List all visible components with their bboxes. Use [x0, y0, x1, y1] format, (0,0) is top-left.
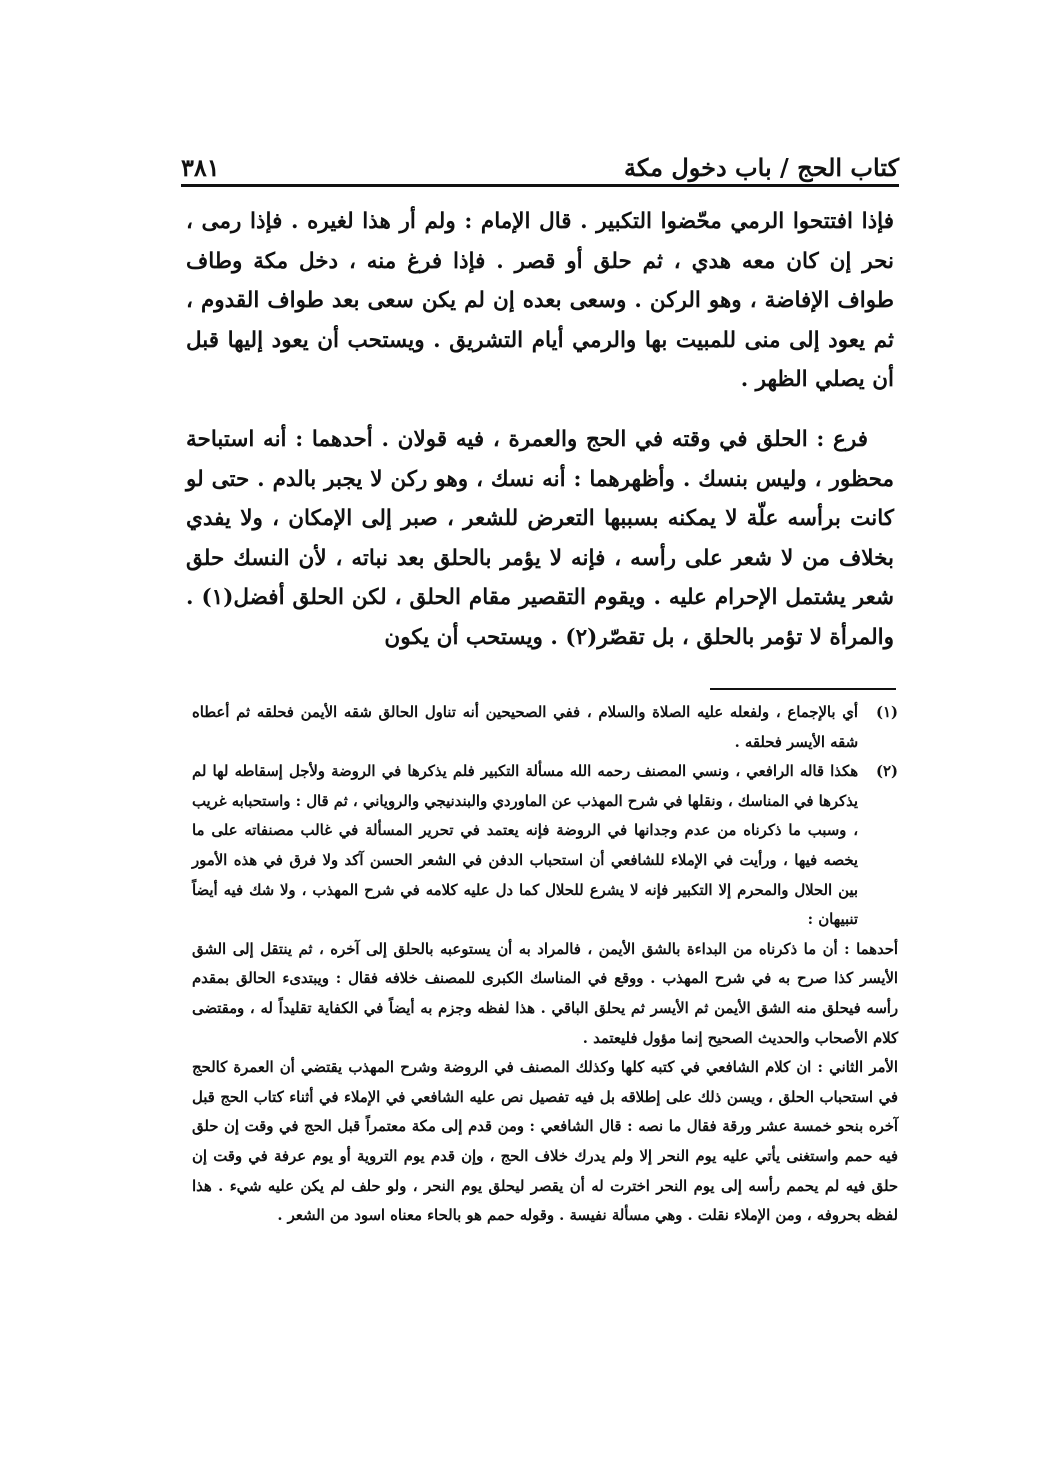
paragraph-2 [186, 420, 894, 658]
footnote-ref-1: (١) [201, 585, 234, 611]
footnote-ref-2: (٢) [565, 624, 598, 650]
chapter-title: كتاب الحج / باب دخول مكة [623, 153, 899, 182]
footnote-2 [192, 757, 898, 935]
paragraph-1: فإذا افتتحوا الرمي محّضوا التكبير . قال الإمام : ولم أر هذا لغيره . فإذا رمى ، نحر إن كان معه هدي ، ثم حلق أو قصر . فإذا فرغ منه ، دخل مكة وطاف طواف الإفاضة ، وهو الركن . وسعى بعده إن لم يكن سعى بعد طواف القدوم ، ثم يعود إلى منى للمبيت بها والرمي أيام التشريق . ويستحب أن يعود إليها قبل أن يصلي الظهر . [186, 209, 894, 393]
footnote-divider [710, 688, 896, 690]
footnote-1-number: (١) [876, 704, 898, 721]
footnote-2-number: (٢) [876, 763, 898, 781]
footnotes [192, 698, 898, 1231]
paragraph-2-continuation: . والمرأة لا تؤمر بالحلق ، بل تقصّر [186, 585, 894, 650]
header-divider [181, 184, 899, 187]
paragraph-2-end: . ويستحب أن يكون [384, 624, 566, 650]
footnote-2-text: هكذا قاله الرافعي ، ونسي المصنف رحمه الله مسألة التكبير فلم يذكرها في الروضة ولأجل إسقاطه لها لم يذكرها في المناسك ، ونقلها في شرح المهذب عن الماوردي والبندنيجي والروياني ، ثم قال : واستحبابه غريب ، وسبب ما ذكرناه من عدم وجدانها في الروضة فإنه يعتمد في تحرير المسألة في غالب مصنفاته على ما يخصه فيها ، ورأيت في الإملاء للشافعي أن استحباب الدفن في الشعر الحسن آكد ولا فرق في هذه الأمور بين الحلال والمحرم إلا التكبير فإنه لا يشرع للحلال كما دل عليه كلامه في شرح المهذب ، ولا شك فيه أيضاً تنبيهان : [192, 763, 858, 929]
paragraph-2-text: فرع : الحلق في وقته في الحج والعمرة ، فيه قولان . أحدهما : أنه استباحة محظور ، وليس بنسك . وأظهرهما : أنه نسك ، وهو ركن لا يجبر بالدم . حتى لو كانت برأسه علّة لا يمكنه بسببها التعرض للشعر ، صبر إلى الإمكان ، ولا يفدي بخلاف من لا شعر على رأسه ، فإنه لا يؤمر بالحلق بعد نباته ، لأن النسك حلق شعر يشتمل الإحرام عليه . ويقوم التقصير مقام الحلق ، لكن الحلق أفضل [186, 426, 894, 611]
running-header [181, 142, 899, 182]
footnote-1 [192, 698, 898, 757]
main-text [186, 202, 894, 658]
page-number: ٣٨١ [181, 153, 220, 182]
footnote-2-note-1: أحدهما : أن ما ذكرناه من البداءة بالشق الأيمن ، فالمراد به أن يستوعبه بالحلق إلى آخره ، ثم ينتقل إلى الشق الأيسر كذا صرح به في شرح المهذب . ووقع في المناسك الكبرى للمصنف خلافه فقال : ويبتدىء الحالق بمقدم رأسه فيحلق منه الشق الأيمن ثم الأيسر ثم يحلق الباقي . هذا لفظه وجزم به أيضاً في الكفاية تقليداً له ، ومقتضى كلام الأصحاب والحديث الصحيح إنما مؤول فليعتمد . [192, 940, 898, 1047]
footnote-2-note-2: الأمر الثاني : ان كلام الشافعي في كتبه كلها وكذلك المصنف في الروضة وشرح المهذب يقتضي أن العمرة كالحج في استحباب الحلق ، ويسن ذلك على إطلاقه بل فيه تفصيل نص عليه الشافعي في الإملاء في أثناء كتاب الحج قبل آخره بنحو خمسة عشر ورقة فقال ما نصه : قال الشافعي : ومن قدم إلى مكة معتمراً قبل الحج في وقت إن حلق فيه حمم واستغنى يأتي عليه يوم النحر إلا ولم يدرك خلاف الحج ، وإن قدم يوم التروية أو يوم عرفة في وقت إن حلق فيه لم يحمم رأسه إلى يوم النحر اخترت له أن يقصر ليحلق يوم النحر ، ولو حلف لم يكن عليه شيء . هذا لفظه بحروفه ، ومن الإملاء نقلت . وهي مسألة نفيسة . وقوله حمم هو بالحاء معناه اسود من الشعر . [192, 1059, 898, 1225]
footnote-1-text: أي بالإجماع ، ولفعله عليه الصلاة والسلام ، ففي الصحيحين أنه تناول الحالق شقه الأيمن فحلقه ثم أعطاه شقه الأيسر فحلقه . [192, 704, 858, 751]
